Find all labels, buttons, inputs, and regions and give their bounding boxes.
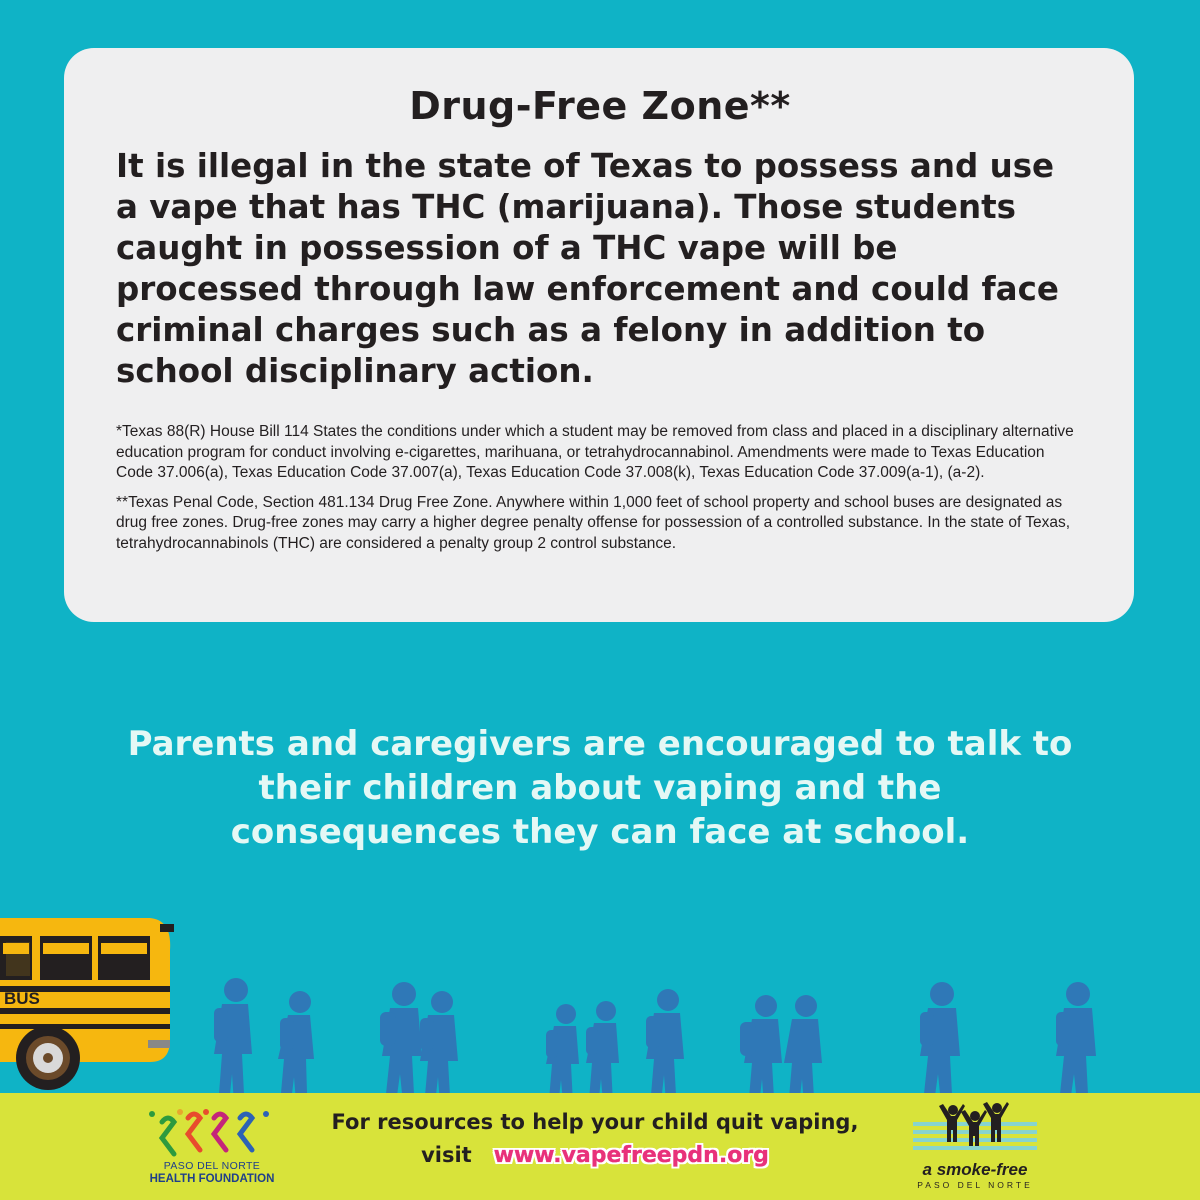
resources-line-1: For resources to help your child quit vaping, bbox=[331, 1110, 859, 1134]
resources-message bbox=[300, 1106, 890, 1172]
child-silhouette bbox=[380, 982, 422, 1095]
smoke-free-figures-icon bbox=[905, 1100, 1045, 1160]
child-silhouette bbox=[214, 978, 252, 1095]
card-body-text: It is illegal in the state of Texas to possess and use a vape that has THC (marijuana). Those students caught in possession of a THC vape will be processed through law enforcement and could face criminal charges such as a felony in addition to school disciplinary action. bbox=[116, 147, 1059, 390]
footnote-house-bill: *Texas 88(R) House Bill 114 States the conditions under which a student may be removed from class and placed in a disciplinary alternative education program for conduct involving e-cigarettes, marihuana, or tetrahydrocannabinol. Amendments were made to Texas Education Code 37.006(a), Texas Education Code 37.007(a), Texas Education Code 37.008(k), Texas Education Code 37.009(a-1), (a-2). bbox=[116, 423, 1074, 481]
info-card bbox=[64, 48, 1134, 622]
logo-left-line-2: HEALTH FOUNDATION bbox=[149, 1173, 275, 1185]
bus-label: BUS bbox=[4, 989, 40, 1008]
child-silhouette bbox=[740, 995, 782, 1095]
card-title: Drug-Free Zone** bbox=[409, 84, 791, 128]
logo-left-line-1: PASO DEL NORTE bbox=[163, 1160, 261, 1172]
cta-line-2: their children about vaping and the bbox=[258, 768, 942, 808]
paso-del-norte-health-foundation-logo bbox=[142, 1108, 282, 1192]
resources-visit-text: visit bbox=[421, 1143, 472, 1167]
parents-call-to-action bbox=[60, 722, 1140, 854]
resources-line-2 bbox=[300, 1139, 890, 1172]
resources-url-link[interactable]: www.vapefreepdn.org bbox=[493, 1143, 769, 1168]
school-scene-illustration bbox=[0, 890, 1200, 1095]
cta-line-1: Parents and caregivers are encouraged to talk to bbox=[127, 724, 1073, 764]
child-silhouette bbox=[586, 1001, 619, 1095]
child-silhouette bbox=[546, 1004, 579, 1095]
smoke-free-paso-del-norte-logo bbox=[905, 1100, 1045, 1195]
child-silhouette bbox=[420, 991, 458, 1095]
child-silhouette bbox=[1056, 982, 1096, 1095]
logo-right-line-2: PASO DEL NORTE bbox=[917, 1180, 1033, 1190]
child-silhouette bbox=[646, 989, 684, 1095]
logo-right-line-1: a smoke-free bbox=[922, 1160, 1028, 1179]
child-silhouette bbox=[278, 991, 314, 1095]
child-silhouette bbox=[784, 995, 822, 1095]
children-silhouettes bbox=[214, 978, 1096, 1095]
footnote-penal-code: **Texas Penal Code, Section 481.134 Drug Free Zone. Anywhere within 1,000 feet of school property and school buses are designated as drug free zones. Drug-free zones may carry a higher degree penalty offense for possession of a controlled substance. In the state of Texas, tetrahydrocannabinols (THC) are considered a penalty group 2 control substance. bbox=[116, 493, 1071, 552]
cta-line-3: consequences they can face at school. bbox=[230, 812, 970, 852]
figures-logo-icon bbox=[142, 1108, 282, 1160]
school-bus-illustration bbox=[0, 918, 174, 1090]
child-silhouette bbox=[920, 982, 960, 1095]
